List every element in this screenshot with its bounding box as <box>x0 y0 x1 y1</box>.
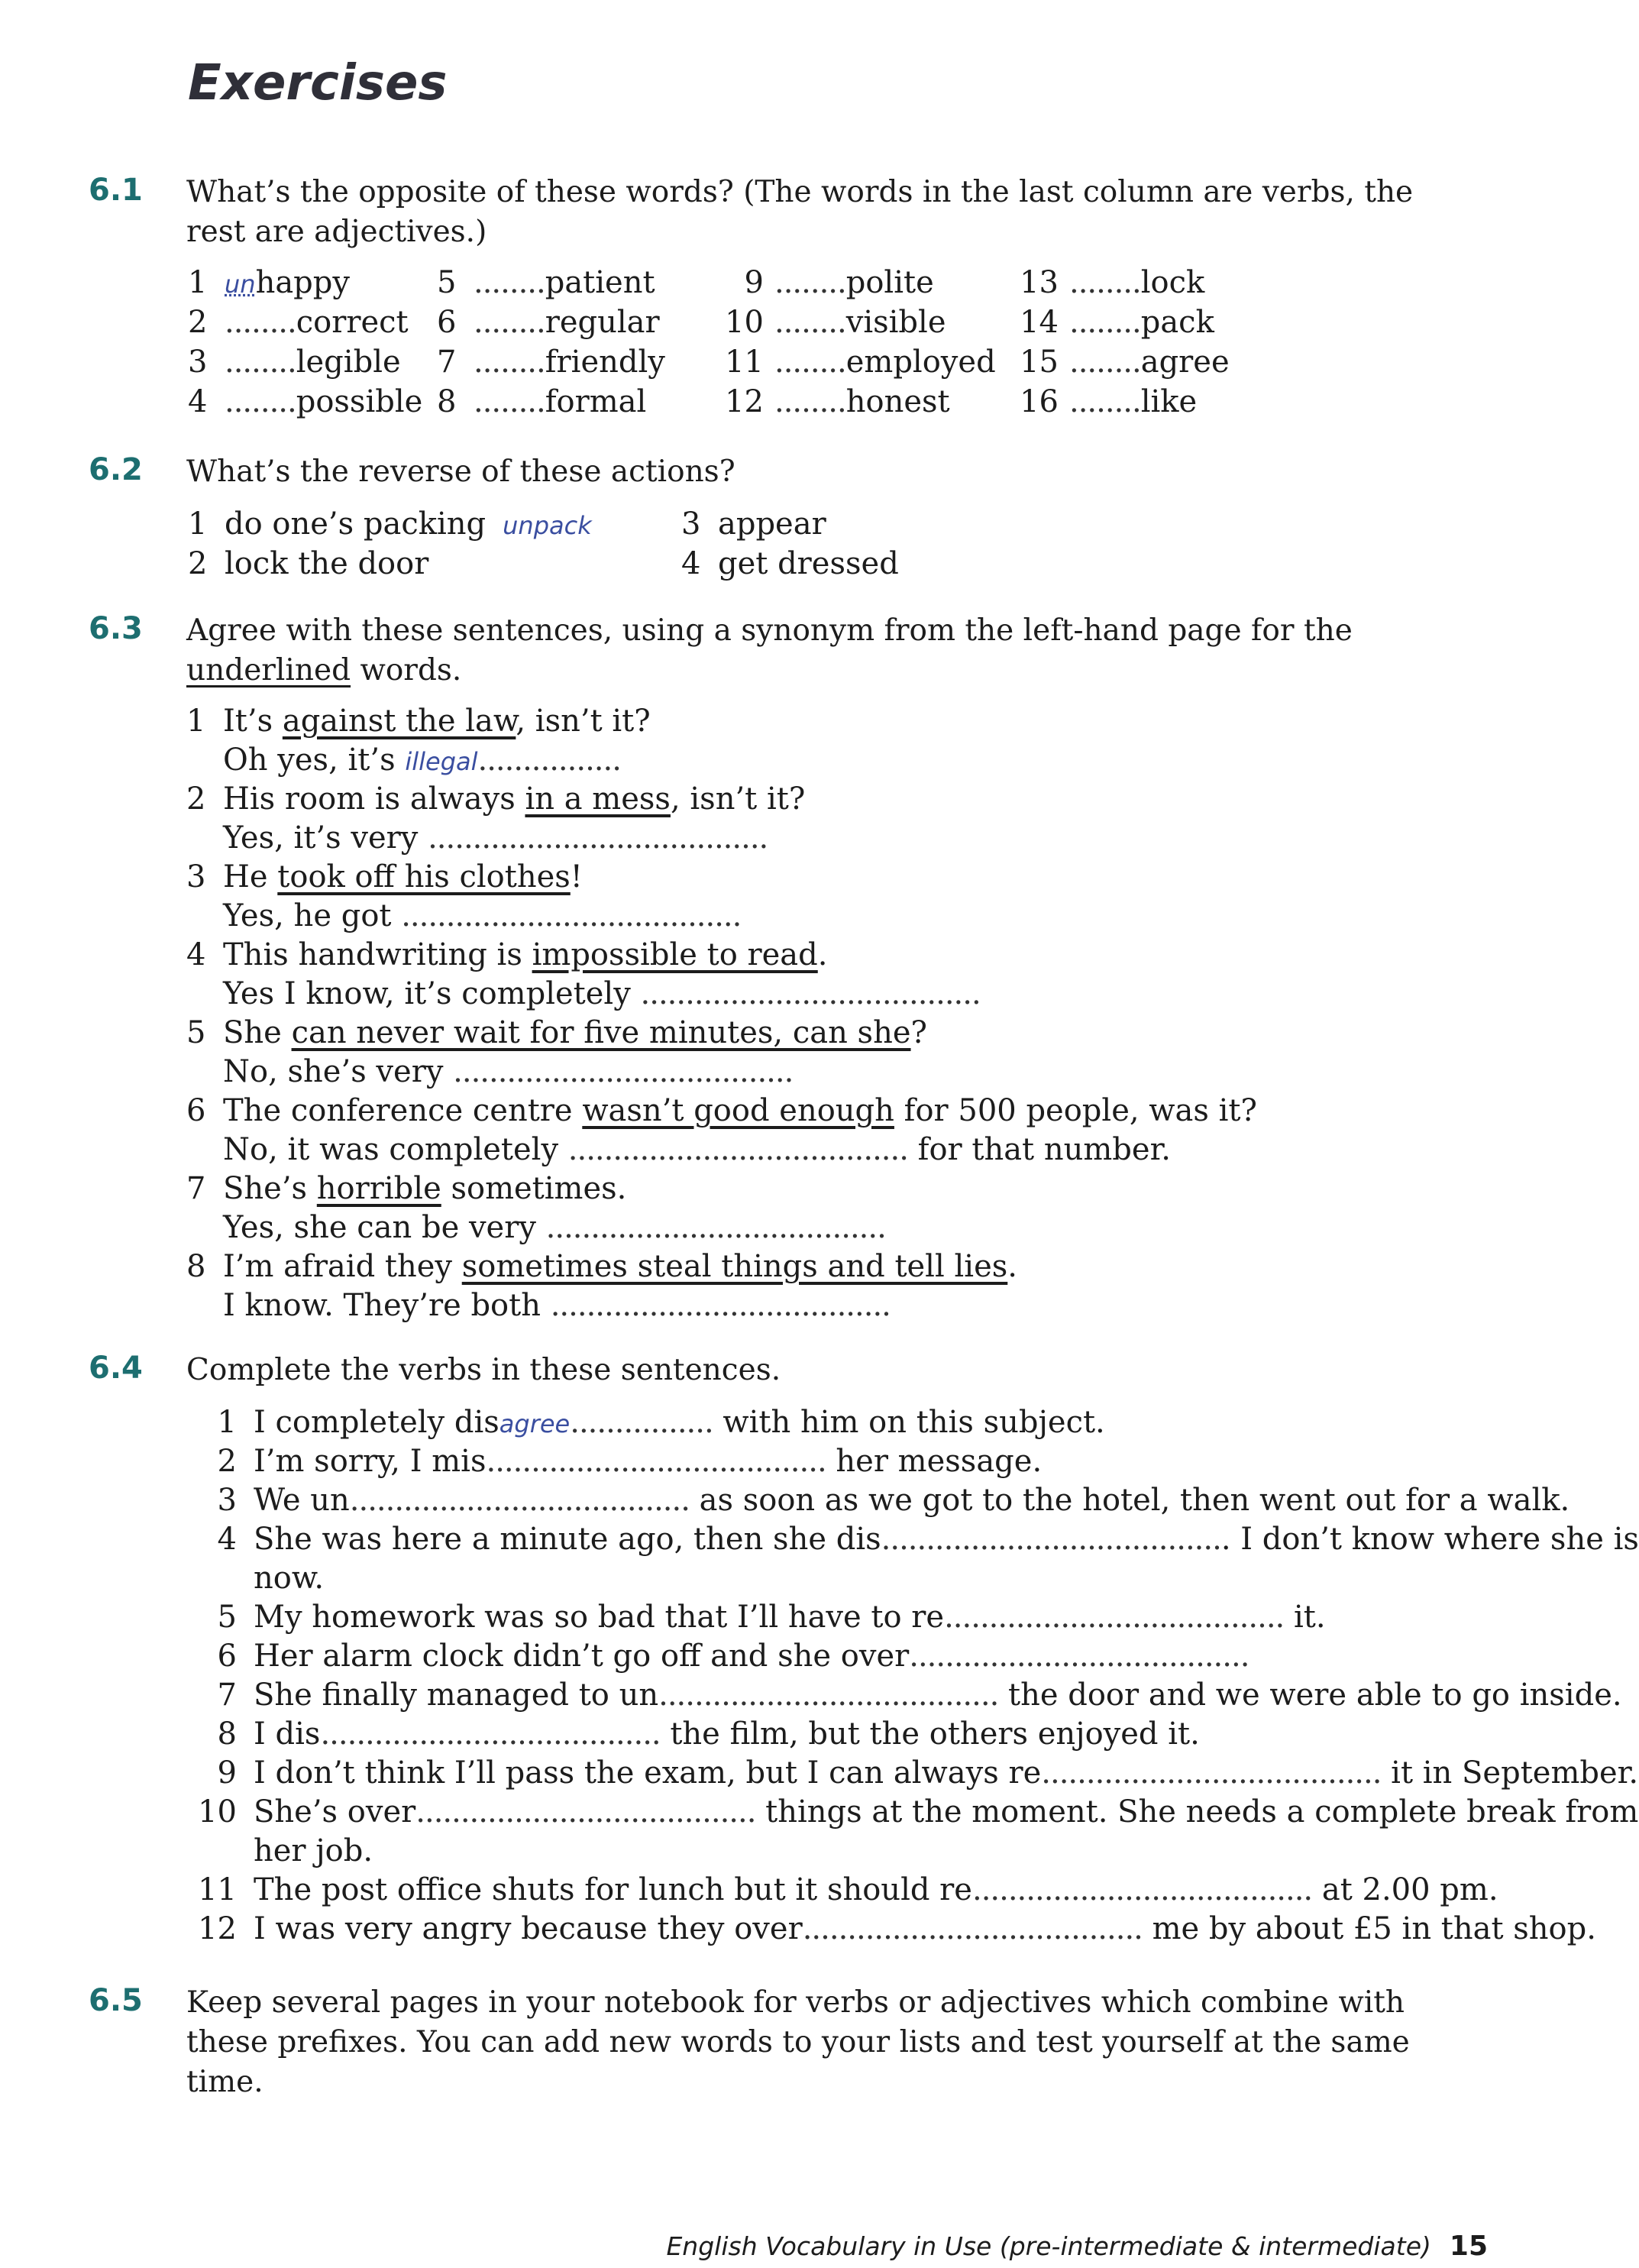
handwritten-answer: agree <box>499 1409 571 1438</box>
underlined-phrase: wasn’t good enough <box>582 1093 894 1128</box>
verb-sentence: 9 I don’t think I’ll pass the exam, but I can always re...................................... it in September. <box>188 1753 1638 1793</box>
opposite-item <box>437 382 646 422</box>
underlined-phrase: in a mess <box>525 781 671 817</box>
item-number: 1 <box>188 506 208 542</box>
answer-blank: ........ <box>474 265 545 300</box>
item-number: 6 <box>437 305 457 340</box>
item-word: honest <box>845 384 950 419</box>
opposite-item <box>188 303 409 342</box>
item-word: pack <box>1140 305 1214 340</box>
sentence-question: 8 I’m afraid they sometimes steal things and tell lies. <box>186 1247 1017 1286</box>
opposite-item <box>188 342 401 382</box>
opposite-item <box>188 382 422 422</box>
opposite-item <box>1010 303 1214 342</box>
sentence-answer: Yes I know, it’s completely ...................................... <box>223 976 981 1011</box>
item-number: 5 <box>186 1015 206 1050</box>
item-number: 4 <box>681 546 701 581</box>
answer-blank: ........ <box>570 1405 642 1440</box>
opposite-item <box>437 342 665 382</box>
answer-blank: ...................................... <box>550 1288 891 1323</box>
item-number: 9 <box>217 1755 237 1791</box>
handwritten-answer: unpack <box>503 511 592 540</box>
answer-blank: ...................................... <box>415 1794 756 1830</box>
item-number: 8 <box>186 1249 206 1284</box>
sentence-answer: Yes, he got ...................................... <box>223 898 742 933</box>
opposite-item <box>715 263 934 303</box>
sentence-question: 4 This handwriting is impossible to read. <box>186 935 827 975</box>
verb-sentence: 2 I’m sorry, I mis...................................... her message. <box>188 1441 1042 1481</box>
item-word: happy <box>255 265 350 300</box>
item-number: 11 <box>198 1872 237 1907</box>
item-text: lock the door <box>225 546 429 581</box>
item-number: 5 <box>437 265 457 300</box>
opposite-item <box>188 263 350 304</box>
opposite-item <box>437 263 655 303</box>
item-text: appear <box>718 506 826 542</box>
item-word: friendly <box>545 345 665 380</box>
opposite-item <box>715 303 946 342</box>
item-word: possible <box>296 384 423 419</box>
handwritten-answer: illegal <box>405 747 478 776</box>
answer-blank: ...................................... <box>802 1911 1143 1946</box>
item-number: 6 <box>217 1639 237 1674</box>
item-number: 3 <box>217 1483 237 1518</box>
sentence-answer: Yes, she can be very ...................................... <box>223 1210 886 1245</box>
item-number: 2 <box>188 305 208 340</box>
item-word: polite <box>845 265 934 300</box>
underlined-phrase: impossible to read <box>532 937 818 972</box>
answer-blank: ........ <box>1069 384 1141 419</box>
exercise-number-6-3: 6.3 <box>89 611 143 646</box>
verb-sentence: 12 I was very angry because they over...................................... me by about £5 in that shop. <box>188 1909 1596 1949</box>
opposite-item <box>715 382 950 422</box>
item-number: 3 <box>681 506 701 542</box>
sentence-answer: No, she’s very ...................................... <box>223 1054 794 1089</box>
item-number: 4 <box>217 1522 237 1557</box>
verb-sentence: 1 I completely disagree................ with him on this subject. <box>188 1403 1105 1444</box>
answer-blank: ........ <box>774 305 846 340</box>
answer-blank: ...................................... <box>486 1444 826 1479</box>
underlined-phrase: can never wait for five minutes, can she <box>291 1015 911 1050</box>
opposite-item <box>715 342 996 382</box>
exercise-number-6-5: 6.5 <box>89 1983 143 2018</box>
item-number: 5 <box>217 1600 237 1635</box>
page-number: 15 <box>1449 2231 1488 2262</box>
exercise-number-6-2: 6.2 <box>89 452 143 487</box>
sentence-answer: No, it was completely ...................................... for that number. <box>223 1132 1172 1167</box>
verb-sentence: 10 She’s over...................................... things at the moment. She needs a complete break from <box>188 1792 1638 1832</box>
reverse-item <box>188 544 428 584</box>
answer-blank: ...................................... <box>428 820 768 856</box>
answer-blank: ........ <box>474 384 545 419</box>
page-title: Exercises <box>188 55 448 112</box>
answer-blank: ...................................... <box>567 1132 908 1167</box>
exercise-number-6-1: 6.1 <box>89 173 143 208</box>
item-word: patient <box>545 265 655 300</box>
answer-blank: ........ <box>1069 305 1141 340</box>
answer-blank: ........ <box>477 743 550 778</box>
exercise-6-3-instruction: Agree with these sentences, using a synonym from the left-hand page for the underlined words. <box>186 613 1353 688</box>
opposite-item <box>437 303 660 342</box>
opposite-item <box>1010 342 1230 382</box>
answer-blank: ........ <box>549 743 621 778</box>
verb-sentence: 4 She was here a minute ago, then she dis....................................... I don’t know where she is <box>188 1519 1639 1559</box>
answer-blank: ...................................... <box>453 1054 794 1089</box>
sentence-question: 2 His room is always in a mess, isn’t it? <box>186 779 805 819</box>
item-number: 9 <box>744 265 764 300</box>
item-number: 2 <box>188 546 208 581</box>
item-number: 4 <box>188 384 208 419</box>
item-text: do one’s packing <box>225 506 487 542</box>
answer-blank: ...................................... <box>909 1639 1249 1674</box>
verb-sentence: 5 My homework was so bad that I’ll have to re...................................... it. <box>188 1597 1326 1637</box>
sentence-question: 7 She’s horrible sometimes. <box>186 1169 626 1208</box>
reverse-item <box>188 504 592 545</box>
underlined-phrase: horrible <box>316 1171 441 1206</box>
verb-sentence: 8 I dis...................................... the film, but the others enjoyed it. <box>188 1714 1200 1754</box>
answer-blank: ...................................... <box>349 1483 690 1518</box>
opposite-item <box>1010 263 1204 303</box>
book-title: English Vocabulary in Use (pre-intermediate & intermediate) <box>666 2231 1431 2261</box>
item-number: 4 <box>186 937 206 972</box>
answer-blank: ........ <box>474 305 545 340</box>
exercise-number-6-4: 6.4 <box>89 1351 143 1386</box>
item-number: 7 <box>186 1171 206 1206</box>
answer-blank: ...................................... <box>401 898 742 933</box>
answer-blank: ........ <box>641 1405 713 1440</box>
item-number: 7 <box>217 1678 237 1713</box>
answer-blank: ........ <box>225 384 296 419</box>
answer-blank: ........ <box>774 265 846 300</box>
item-number: 1 <box>188 265 208 300</box>
answer-blank: ...................................... <box>320 1716 661 1752</box>
item-number: 8 <box>437 384 457 419</box>
verb-sentence: 7 She finally managed to un...................................... the door and we were able to go inside. <box>188 1675 1622 1715</box>
item-number: 10 <box>198 1794 237 1830</box>
item-number: 7 <box>437 345 457 380</box>
item-number: 11 <box>725 345 764 380</box>
answer-blank: ........ <box>474 345 545 380</box>
item-number: 2 <box>186 781 206 817</box>
item-number: 8 <box>217 1716 237 1752</box>
verb-sentence-continued: her job. <box>254 1833 373 1868</box>
answer-blank: ...................................... <box>1041 1755 1382 1791</box>
answer-blank: ...................................... <box>658 1678 999 1713</box>
answer-blank: ...................................... <box>881 1522 1221 1557</box>
item-number: 1 <box>186 704 206 739</box>
item-word: employed <box>845 345 996 380</box>
item-word: like <box>1140 384 1198 419</box>
item-number: 16 <box>1020 384 1059 419</box>
verb-sentence-continued: now. <box>254 1561 325 1596</box>
sentence-answer: Yes, it’s very ...................................... <box>223 820 768 856</box>
item-number: 14 <box>1020 305 1059 340</box>
answer-blank: ........ <box>1069 265 1141 300</box>
sentence-question: 3 He took off his clothes! <box>186 857 583 897</box>
answer-blank: ...................................... <box>640 976 981 1011</box>
verb-sentence: 3 We un...................................... as soon as we got to the hotel, then went out for a walk. <box>188 1480 1569 1520</box>
answer-blank: ........ <box>774 384 846 419</box>
answer-blank: ...................................... <box>545 1210 886 1245</box>
handwritten-answer: un <box>225 270 256 299</box>
reverse-item <box>681 504 826 544</box>
answer-blank: ........ <box>225 305 296 340</box>
item-word: legible <box>296 345 401 380</box>
item-number: 3 <box>188 345 208 380</box>
answer-blank: ........ <box>225 345 296 380</box>
item-number: 13 <box>1020 265 1059 300</box>
item-number: 10 <box>725 305 764 340</box>
item-number: 1 <box>217 1405 237 1440</box>
item-number: 3 <box>186 859 206 895</box>
item-number: 2 <box>217 1444 237 1479</box>
item-number: 12 <box>725 384 764 419</box>
item-word: visible <box>845 305 946 340</box>
sentence-answer: Oh yes, it’s illegal................ <box>223 743 621 778</box>
answer-blank: ...................................... <box>971 1872 1313 1907</box>
verb-sentence: 6 Her alarm clock didn’t go off and she over...................................... <box>188 1636 1249 1676</box>
exercise-6-5-instruction: Keep several pages in your notebook for verbs or adjectives which combine with these prefixes. You can add new words to your lists and test yourself at the same time. <box>186 1985 1410 2099</box>
item-text: get dressed <box>718 546 899 581</box>
answer-blank: ...................................... <box>944 1600 1285 1635</box>
exercise-6-4-instruction: Complete the verbs in these sentences. <box>186 1353 781 1387</box>
page-footer <box>666 2231 1488 2262</box>
item-word: regular <box>545 305 660 340</box>
item-number: 12 <box>198 1911 237 1946</box>
sentence-question: 6 The conference centre wasn’t good enough for 500 people, was it? <box>186 1091 1257 1131</box>
item-word: lock <box>1140 265 1205 300</box>
verb-sentence: 11 The post office shuts for lunch but it should re...................................... at 2.00 pm. <box>188 1870 1498 1910</box>
answer-blank: ........ <box>774 345 846 380</box>
underlined-phrase: sometimes steal things and tell lies <box>461 1249 1008 1284</box>
item-number: 6 <box>186 1093 206 1128</box>
item-word: correct <box>296 305 409 340</box>
sentence-question: 1 It’s against the law, isn’t it? <box>186 701 651 741</box>
underlined-phrase: took off his clothes <box>277 859 571 895</box>
sentence-question: 5 She can never wait for five minutes, can she? <box>186 1013 927 1053</box>
exercise-6-2-instruction: What’s the reverse of these actions? <box>186 455 735 489</box>
exercise-6-1-instruction: What’s the opposite of these words? (The words in the last column are verbs, the rest are adjectives.) <box>186 175 1414 249</box>
item-number: 15 <box>1020 345 1059 380</box>
item-word: agree <box>1140 345 1230 380</box>
sentence-answer: I know. They’re both ...................................... <box>223 1288 891 1323</box>
answer-blank: ........ <box>1069 345 1141 380</box>
underlined-phrase: against the law <box>282 704 516 739</box>
reverse-item <box>681 544 899 584</box>
item-word: formal <box>545 384 647 419</box>
opposite-item <box>1010 382 1197 422</box>
